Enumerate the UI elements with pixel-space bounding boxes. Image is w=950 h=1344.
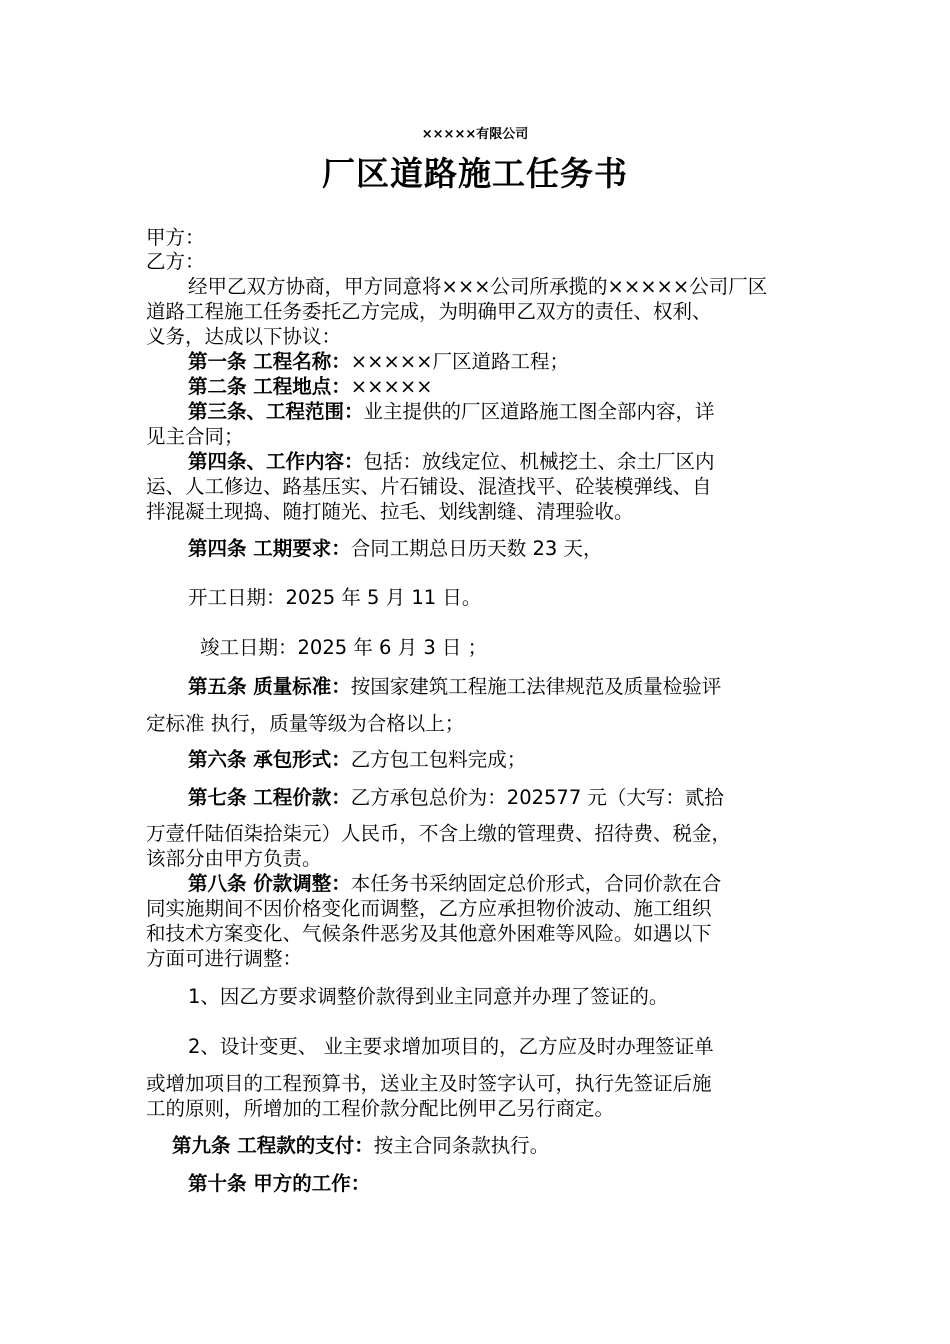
article-8-heading: 第八条 价款调整： xyxy=(188,872,351,895)
adjustment-item-2-line-3: 工的原则，所增加的工程价款分配比例甲乙另行商定。 xyxy=(146,1097,615,1120)
article-7-heading: 第七条 工程价款： xyxy=(188,786,351,809)
article-4b-heading: 第四条 工期要求： xyxy=(188,537,351,560)
article-8-line-2: 同实施期间不因价格变化而调整，乙方应承担物价波动、施工组织 xyxy=(146,897,712,920)
article-6-text: 乙方包工包料完成； xyxy=(350,748,527,771)
intro-line-2: 道路工程施工任务委托乙方完成，为明确甲乙双方的责任、权利、 xyxy=(146,300,712,323)
article-5-text: 按国家建筑工程施工法律规范及质量检验评 xyxy=(350,675,722,698)
article-4-line-2: 运、人工修边、路基压实、片石铺设、混渣找平、砼装模弹线、自 xyxy=(146,475,712,498)
article-9-text: 按主合同条款执行。 xyxy=(373,1134,550,1157)
article-4b-text: 合同工期总日历天数 23 天， xyxy=(350,537,603,560)
article-7-line-3: 该部分由甲方负责。 xyxy=(146,847,322,870)
intro-line-1: 经甲乙双方协商，甲方同意将×××公司所承揽的×××××公司厂区 xyxy=(188,275,768,298)
article-7-text: 乙方承包总价为：202577 元（大写：贰拾 xyxy=(350,786,724,809)
article-3-text: 业主提供的厂区道路施工图全部内容，详 xyxy=(363,400,715,423)
article-4 xyxy=(188,450,715,474)
article-3-heading: 第三条、工程范围： xyxy=(188,400,364,423)
article-8-line-3: 和技术方案变化、气候条件恶劣及其他意外困难等风险。如遇以下 xyxy=(146,922,712,945)
article-4-heading: 第四条、工作内容： xyxy=(188,450,364,473)
article-8-line-4: 方面可进行调整： xyxy=(146,947,303,970)
article-1 xyxy=(188,350,569,374)
article-4-text: 包括：放线定位、机械挖土、余土厂区内 xyxy=(363,450,715,473)
article-2-heading: 第二条 工程地点： xyxy=(188,375,351,398)
article-6 xyxy=(188,748,526,772)
adjustment-item-2: 2、设计变更、 业主要求增加项目的，乙方应及时办理签证单 xyxy=(188,1035,714,1058)
end-date: 竣工日期：2025 年 6 月 3 日 ； xyxy=(200,636,488,659)
article-5-heading: 第五条 质量标准： xyxy=(188,675,351,698)
adjustment-item-2-line-2: 或增加项目的工程预算书，送业主及时签字认可，执行先签证后施 xyxy=(146,1072,712,1095)
article-3 xyxy=(188,400,715,424)
article-1-heading: 第一条 工程名称： xyxy=(188,350,351,373)
party-a-label: 甲方： xyxy=(146,226,205,249)
start-date: 开工日期：2025 年 5 月 11 日。 xyxy=(188,586,482,609)
article-8-text: 本任务书采纳固定总价形式，合同价款在合 xyxy=(350,872,722,895)
company-name: ×××××有限公司 xyxy=(421,127,529,142)
article-5-line-2: 定标准 执行，质量等级为合格以上； xyxy=(146,712,465,735)
article-1-text: ×××××厂区道路工程； xyxy=(350,350,569,373)
article-5 xyxy=(188,675,721,699)
article-6-heading: 第六条 承包形式： xyxy=(188,748,351,771)
adjustment-item-1: 1、因乙方要求调整价款得到业主同意并办理了签证的。 xyxy=(188,985,669,1008)
intro-line-3: 义务，达成以下协议： xyxy=(146,325,342,348)
article-4-line-3: 拌混凝土现捣、随打随光、拉毛、划线割缝、清理验收。 xyxy=(146,500,634,523)
document-title: 厂区道路施工任务书 xyxy=(322,154,628,193)
article-2 xyxy=(188,375,433,399)
article-9 xyxy=(172,1134,549,1158)
article-4b xyxy=(188,537,603,561)
article-3-line-2: 见主合同； xyxy=(146,425,244,448)
article-8 xyxy=(188,872,721,896)
party-b-label: 乙方： xyxy=(146,250,205,273)
article-7-line-2: 万壹仟陆佰柒拾柒元）人民币，不含上缴的管理费、招待费、税金， xyxy=(146,822,732,845)
article-9-heading: 第九条 工程款的支付： xyxy=(172,1134,374,1157)
article-7 xyxy=(188,786,724,810)
article-10-heading: 第十条 甲方的工作： xyxy=(188,1172,371,1195)
article-2-text: ××××× xyxy=(350,375,433,398)
